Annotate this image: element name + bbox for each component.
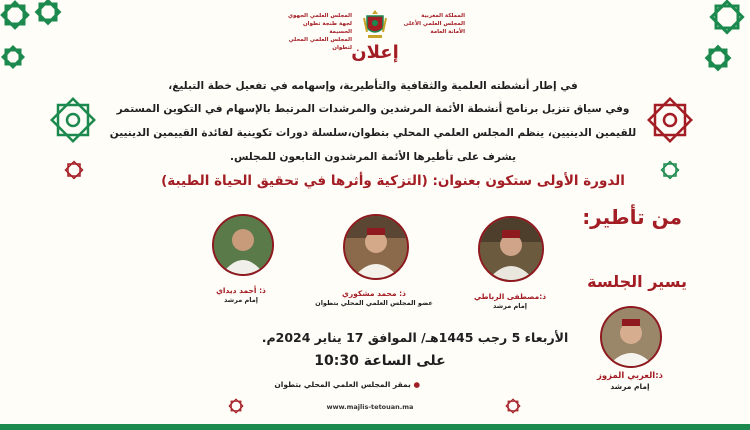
royal-emblem-icon bbox=[362, 8, 388, 40]
speaker-photo bbox=[478, 216, 544, 282]
announcement-line: في إطار أنشطته العلمية والثقافية والتأطيرية، وإسهامه في تفعيل خطة التبليغ، bbox=[168, 80, 578, 92]
course-title: الدورة الأولى ستكون بعنوان: (التزكية وأثرها في تحقيق الحياة الطيبة) bbox=[161, 173, 625, 189]
bottom-border bbox=[0, 424, 750, 430]
website-link[interactable]: www.majlis-tetouan.ma bbox=[326, 403, 414, 411]
speaker-name: ذ: محمد مشكوري bbox=[341, 289, 406, 298]
event-time: على الساعة 10:30 bbox=[314, 353, 446, 369]
venue-text: بمقر المجلس العلمي المحلي بتطوان bbox=[274, 380, 411, 389]
announcement-line: وفي سياق تنزيل برنامج أنشطة الأئمة المرشدين والمرشدات المرتبط بالإسهام في التكوين المستمر bbox=[116, 103, 630, 115]
header-institution-right bbox=[385, 12, 465, 36]
speaker-photo bbox=[343, 214, 409, 280]
speaker-name: ذ:مصطفى الرباطي bbox=[473, 292, 547, 301]
moderator-heading: يسير الجلسة bbox=[587, 272, 687, 291]
speaker-role: إمام مرشد bbox=[493, 302, 527, 310]
speaker-name: ذ: أحمد ديداي bbox=[216, 286, 266, 295]
small-rosette-bottom-right-icon bbox=[505, 398, 521, 414]
moderator-photo bbox=[600, 306, 662, 368]
header-right-line: المملكة المغربية bbox=[421, 13, 465, 19]
header-right-line: الأمانة العامة bbox=[430, 29, 465, 35]
moderator-role: إمام مرشد bbox=[610, 382, 650, 391]
small-rosette-left-icon bbox=[64, 160, 84, 180]
location-pin-icon: ● bbox=[413, 380, 420, 389]
header-left-line: المجلس العلمي المحلي لتطوان bbox=[288, 37, 352, 51]
announcement-title: إعلان bbox=[351, 42, 399, 63]
header-right-line: المجلس العلمي الأعلى bbox=[403, 21, 465, 27]
announcement-line: للقيمين الدينيين، ينظم المجلس العلمي المحلي بتطوان،سلسلة دورات تكوينية لفائدة القييمين الدينيين bbox=[109, 127, 637, 139]
speaker-photo bbox=[212, 214, 274, 276]
speaker-role: إمام مرشد bbox=[224, 296, 258, 304]
corner-ornament-top-left-icon bbox=[0, 0, 80, 80]
announcement-line: يشرف على تأطيرها الأئمة المرشدون التابعون للمجلس. bbox=[229, 151, 517, 163]
event-venue bbox=[274, 380, 420, 389]
event-date: الأربعاء 5 رجب 1445هـ/ الموافق 17 يناير 2024م. bbox=[261, 330, 569, 345]
small-rosette-bottom-left-icon bbox=[228, 398, 244, 414]
speakers-heading: من تأطير: bbox=[582, 205, 682, 229]
small-rosette-right-icon bbox=[660, 160, 680, 180]
speaker-role: عضو المجلس العلمي المحلي بتطوان bbox=[315, 299, 433, 307]
moderator-name: ذ:العربي المزوز bbox=[597, 371, 663, 381]
corner-ornament-top-right-icon bbox=[690, 0, 750, 80]
header-left-line: المجلس العلمي الجهوي bbox=[287, 13, 352, 19]
header-left-line: لجهة طنجة تطوان الحسيمة bbox=[302, 21, 352, 35]
